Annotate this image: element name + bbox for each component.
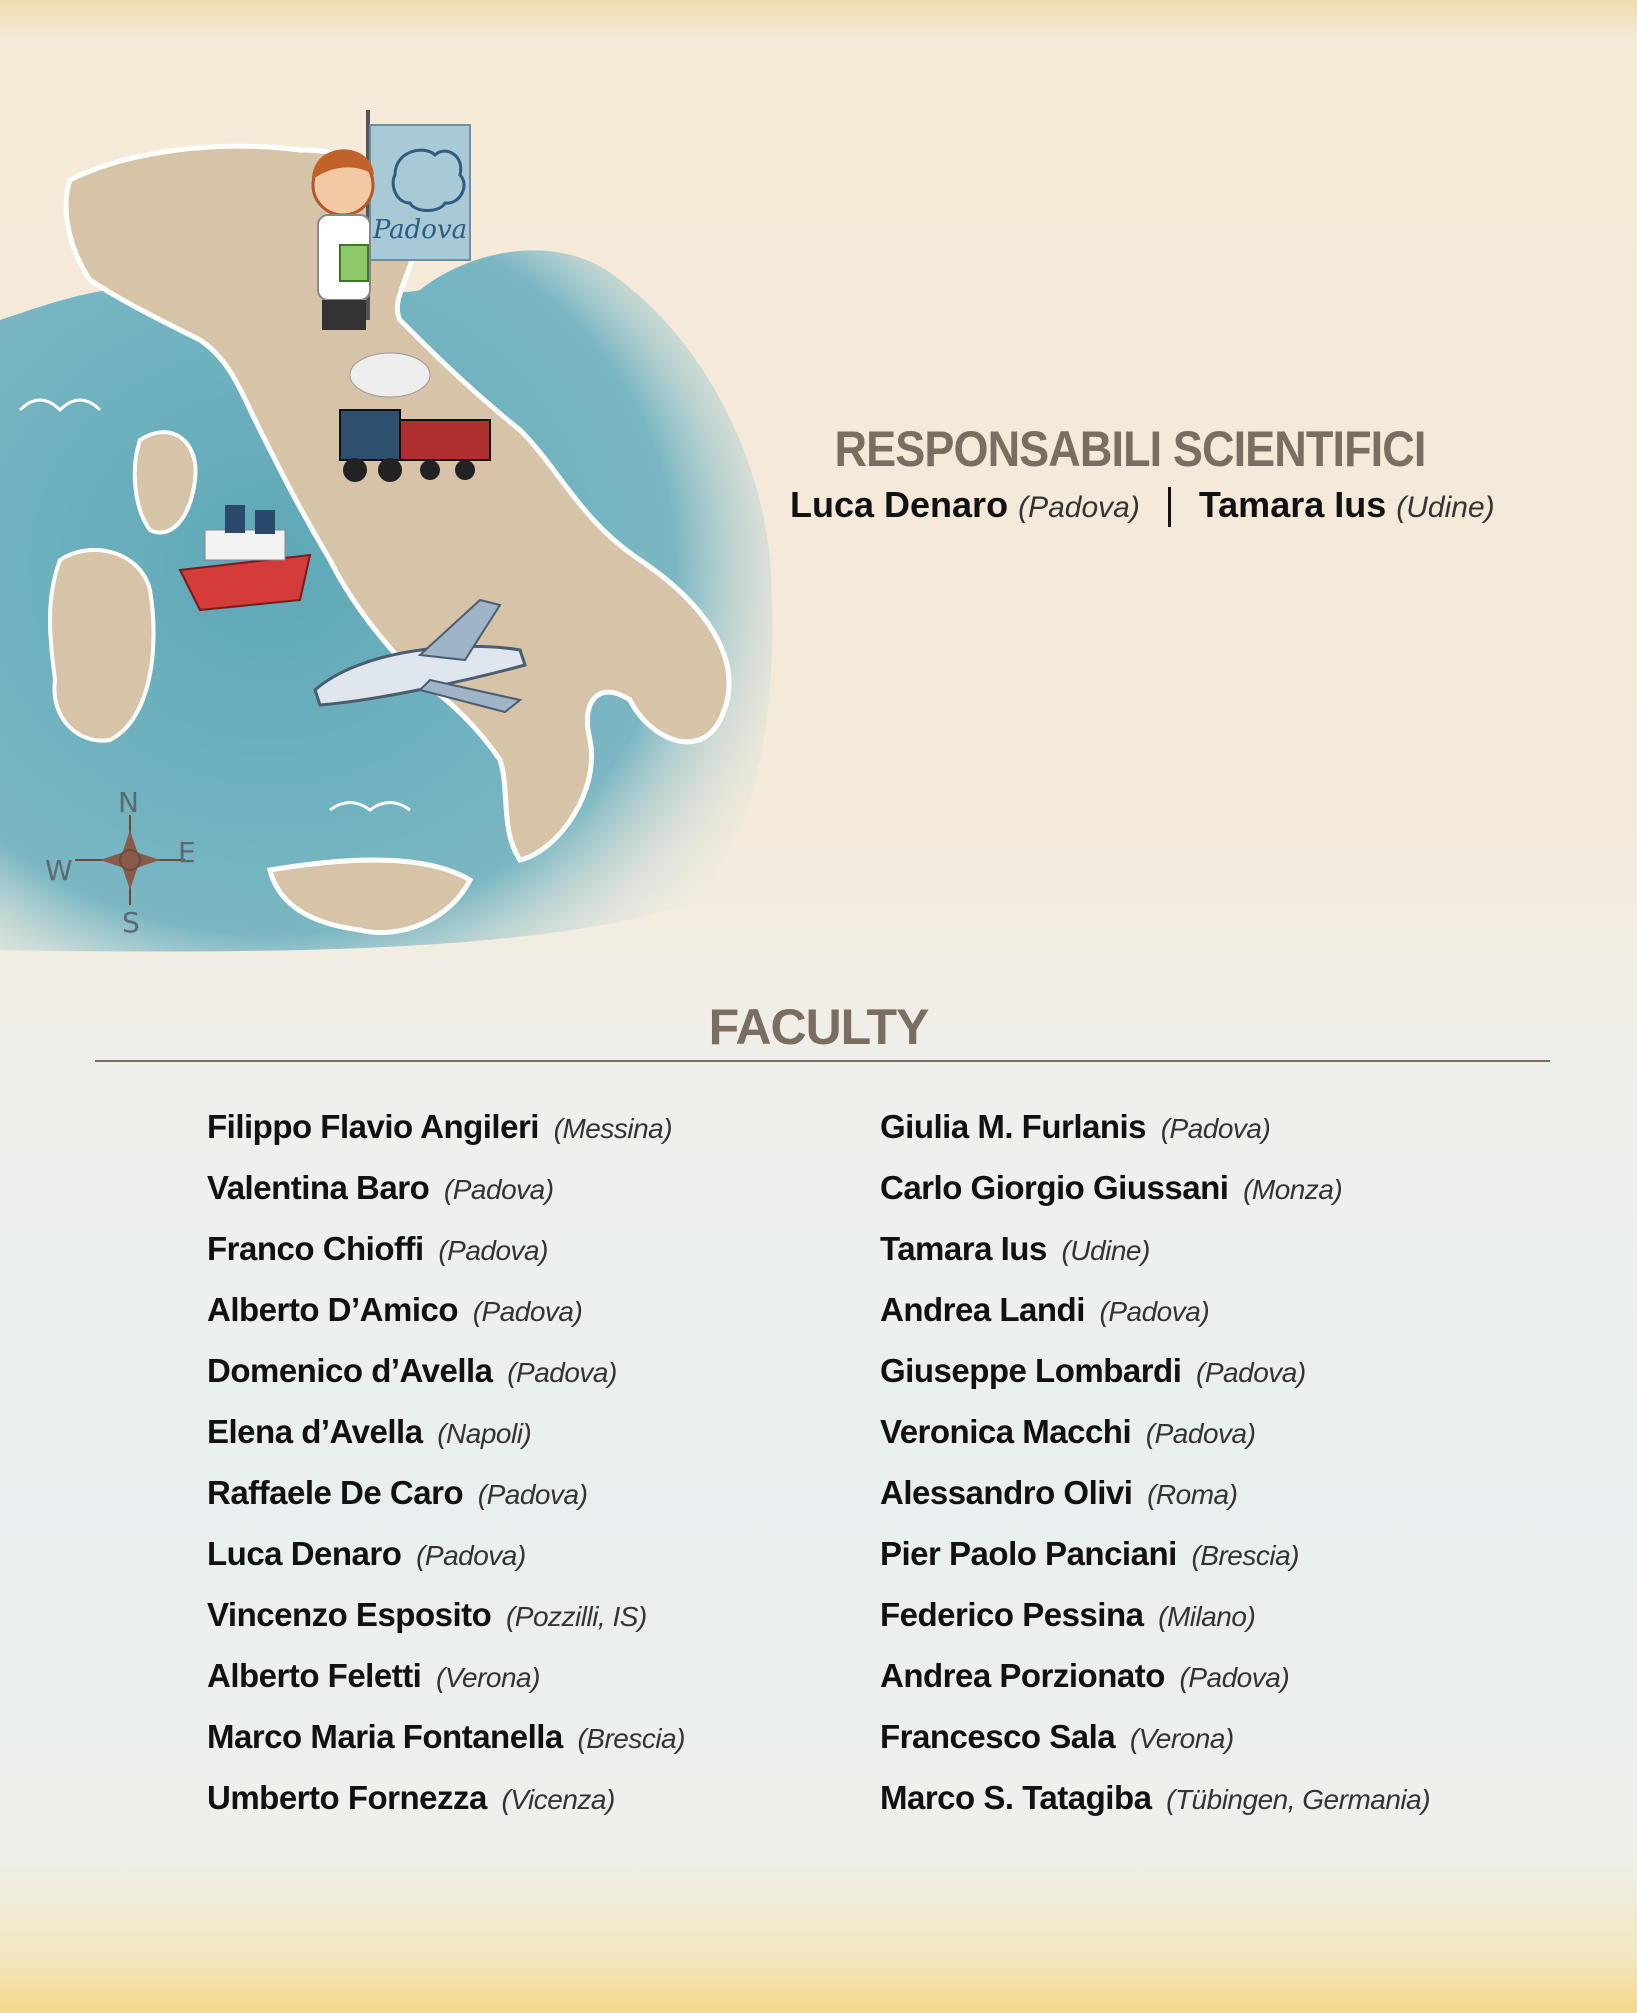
compass-east: E [178, 836, 196, 869]
faculty-member [880, 1535, 1430, 1596]
member-name: Veronica Macchi [880, 1413, 1132, 1450]
member-name: Vincenzo Esposito [207, 1596, 492, 1633]
faculty-member [207, 1535, 685, 1596]
member-name: Marco S. Tatagiba [880, 1779, 1152, 1816]
member-city: (Padova) [1196, 1357, 1306, 1388]
faculty-member [880, 1413, 1430, 1474]
faculty-member [880, 1718, 1430, 1779]
member-city: (Tübingen, Germania) [1166, 1784, 1431, 1815]
member-name: Marco Maria Fontanella [207, 1718, 563, 1755]
responsabili-names [790, 484, 1495, 527]
member-city: (Verona) [1129, 1723, 1234, 1754]
member-city: (Udine) [1061, 1235, 1150, 1266]
member-city: (Brescia) [1191, 1540, 1299, 1571]
faculty-member [207, 1596, 685, 1657]
member-city: (Padova) [443, 1174, 554, 1205]
doctor-clipboard [340, 245, 368, 281]
member-city: (Padova) [1160, 1113, 1271, 1144]
flag-label: Padova [372, 215, 468, 245]
member-name: Domenico d’Avella [207, 1352, 493, 1389]
member-name: Luca Denaro [207, 1535, 402, 1572]
member-name: Franco Chioffi [207, 1230, 424, 1267]
member-city: (Milano) [1158, 1601, 1256, 1632]
faculty-member [207, 1169, 685, 1230]
faculty-member [880, 1169, 1430, 1230]
member-name: Alberto Feletti [207, 1657, 422, 1694]
member-city: (Vicenza) [501, 1784, 615, 1815]
member-name: Carlo Giorgio Giussani [880, 1169, 1229, 1206]
member-city: (Padova) [1099, 1296, 1210, 1327]
member-name: Francesco Sala [880, 1718, 1116, 1755]
member-name: Filippo Flavio Angileri [207, 1108, 539, 1145]
member-name: Tamara Ius [880, 1230, 1047, 1267]
faculty-member [880, 1596, 1430, 1657]
member-name: Giuseppe Lombardi [880, 1352, 1182, 1389]
faculty-list-right [880, 1108, 1430, 1840]
faculty-member [207, 1474, 685, 1535]
responsabile-name: Luca Denaro [790, 484, 1009, 525]
member-name: Raffaele De Caro [207, 1474, 464, 1511]
member-city: (Verona) [436, 1662, 540, 1693]
member-name: Pier Paolo Panciani [880, 1535, 1177, 1572]
responsabili-title: RESPONSABILI SCIENTIFICI [834, 421, 1426, 477]
faculty-member [207, 1657, 685, 1718]
faculty-member [880, 1352, 1430, 1413]
member-city: (Pozzilli, IS) [505, 1601, 647, 1632]
faculty-member [880, 1474, 1430, 1535]
member-name: Andrea Landi [880, 1291, 1085, 1328]
member-name: Andrea Porzionato [880, 1657, 1165, 1694]
faculty-member [207, 1779, 685, 1840]
member-city: (Monza) [1243, 1174, 1343, 1205]
member-city: (Brescia) [577, 1723, 685, 1754]
responsabile-city: (Udine) [1396, 491, 1495, 524]
member-city: (Napoli) [437, 1418, 532, 1449]
member-city: (Padova) [477, 1479, 588, 1510]
member-name: Alberto D’Amico [207, 1291, 459, 1328]
italy-map-illustration [0, 0, 790, 960]
faculty-member [880, 1108, 1430, 1169]
faculty-member [880, 1291, 1430, 1352]
faculty-member [207, 1108, 685, 1169]
member-city: (Roma) [1147, 1479, 1238, 1510]
member-name: Alessandro Olivi [880, 1474, 1133, 1511]
faculty-member [880, 1230, 1430, 1291]
member-city: (Padova) [416, 1540, 526, 1571]
doctor-legs [322, 300, 366, 330]
member-city: (Messina) [553, 1113, 673, 1144]
faculty-member [207, 1291, 685, 1352]
faculty-member [207, 1230, 685, 1291]
member-name: Umberto Fornezza [207, 1779, 487, 1816]
member-city: (Padova) [1145, 1418, 1256, 1449]
member-city: (Padova) [472, 1296, 583, 1327]
member-city: (Padova) [507, 1357, 617, 1388]
faculty-member [207, 1413, 685, 1474]
compass-north: N [118, 786, 139, 819]
compass-south: S [122, 906, 140, 939]
member-name: Federico Pessina [880, 1596, 1144, 1633]
compass-west: W [45, 854, 73, 887]
faculty-divider [95, 1060, 1550, 1062]
faculty-member [207, 1718, 685, 1779]
faculty-title: FACULTY [708, 999, 929, 1055]
responsabile-city: (Padova) [1018, 491, 1140, 524]
member-name: Valentina Baro [207, 1169, 430, 1206]
sardinia [50, 550, 154, 741]
member-city: (Padova) [438, 1235, 548, 1266]
separator [1168, 487, 1171, 527]
responsabile-name: Tamara Ius [1198, 484, 1387, 525]
faculty-member [207, 1352, 685, 1413]
faculty-member [880, 1779, 1430, 1840]
member-name: Giulia M. Furlanis [880, 1108, 1147, 1145]
faculty-member [880, 1657, 1430, 1718]
faculty-list-left [207, 1108, 685, 1840]
member-city: (Padova) [1179, 1662, 1290, 1693]
member-name: Elena d’Avella [207, 1413, 423, 1450]
